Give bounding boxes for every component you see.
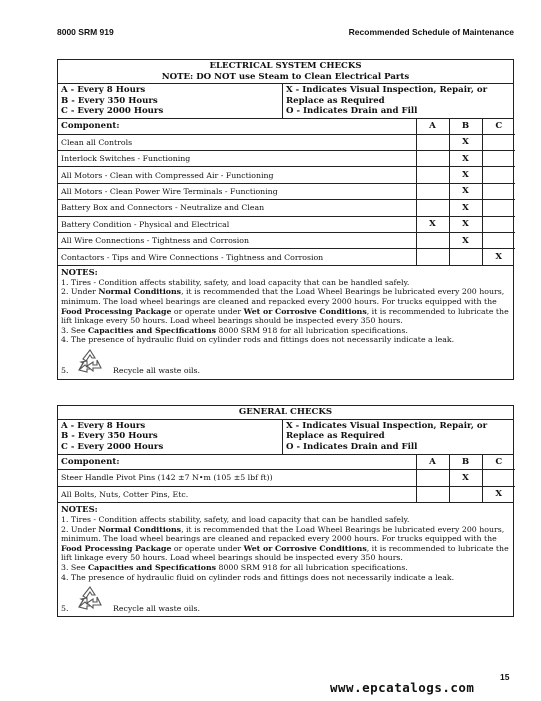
interval-b-cell: X bbox=[449, 167, 482, 183]
table-header-row bbox=[58, 455, 515, 470]
interval-b-cell bbox=[449, 486, 482, 502]
legend-a: A - Every 8 Hours bbox=[61, 85, 146, 95]
general-checks-section bbox=[57, 405, 514, 617]
page-number: 15 bbox=[500, 672, 510, 682]
interval-a-cell bbox=[416, 151, 449, 167]
legend-b: B - Every 350 Hours bbox=[61, 431, 158, 442]
section-title-text: GENERAL CHECKS bbox=[238, 407, 333, 417]
notes-block bbox=[58, 502, 513, 616]
interval-a-cell bbox=[416, 134, 449, 150]
note-5 bbox=[61, 346, 510, 376]
table-row bbox=[58, 183, 515, 199]
interval-c-cell bbox=[482, 167, 515, 183]
notes-heading: NOTES: bbox=[61, 267, 98, 278]
page-header bbox=[57, 27, 514, 41]
general-checks-table bbox=[58, 455, 515, 503]
interval-b-cell: X bbox=[449, 134, 482, 150]
interval-a-cell bbox=[416, 167, 449, 183]
table-row bbox=[58, 200, 515, 216]
col-a-header: A bbox=[416, 119, 449, 134]
col-b-header: B bbox=[449, 119, 482, 134]
interval-c-cell bbox=[482, 470, 515, 486]
table-row bbox=[58, 470, 515, 486]
legend-c: C - Every 2000 Hours bbox=[61, 441, 164, 452]
note-5-text: Recycle all waste oils. bbox=[113, 366, 201, 376]
legend-o: O - Indicates Drain and Fill bbox=[286, 441, 418, 452]
interval-c-cell: X bbox=[482, 486, 515, 502]
interval-c-cell: X bbox=[482, 249, 515, 265]
component-cell: All Bolts, Nuts, Cotter Pins, Etc. bbox=[58, 486, 416, 502]
legend-b: B - Every 350 Hours bbox=[61, 95, 158, 106]
component-cell: Battery Condition - Physical and Electrical bbox=[58, 216, 416, 232]
section-note-text: NOTE: DO NOT use Steam to Clean Electrical Parts bbox=[161, 71, 410, 82]
component-cell: Interlock Switches - Functioning bbox=[58, 151, 416, 167]
section-title-text: ELECTRICAL SYSTEM CHECKS bbox=[209, 61, 362, 71]
interval-a-cell bbox=[416, 183, 449, 199]
interval-a-cell bbox=[416, 249, 449, 265]
note-2: 2. Under Normal Conditions, it is recommended that the Load Wheel Bearings be lubricated every 200 hours, minimum. The load wheel bearings are cleaned and repacked every 2000 hours. For trucks equipped with the Food Processing Package or operate under Wet or Corrosive Conditions, it is recommended to lubricate the lift linkage every 50 hours. Load wheel bearings should be inspected every 350 hours. bbox=[61, 524, 509, 563]
component-cell: All Motors - Clean Power Wire Terminals - Functioning bbox=[58, 183, 416, 199]
recycle-icon bbox=[75, 583, 105, 613]
component-cell: Steer Handle Pivot Pins (142 ±7 N•m (105 ±5 lbf ft)) bbox=[58, 470, 416, 486]
note-3: 3. See Capacities and Specifications 8000 SRM 918 for all lubrication specifications. bbox=[61, 562, 408, 572]
interval-b-cell bbox=[449, 249, 482, 265]
note-3: 3. See Capacities and Specifications 8000 SRM 918 for all lubrication specifications. bbox=[61, 325, 408, 335]
component-cell: All Wire Connections - Tightness and Corrosion bbox=[58, 232, 416, 248]
component-cell: Clean all Controls bbox=[58, 134, 416, 150]
electrical-system-checks-section bbox=[57, 59, 514, 380]
table-row bbox=[58, 232, 515, 248]
table-row bbox=[58, 486, 515, 502]
note-2: 2. Under Normal Conditions, it is recommended that the Load Wheel Bearings be lubricated every 200 hours, minimum. The load wheel bearings are cleaned and repacked every 2000 hours. For trucks equipped with the Food Processing Package or operate under Wet or Corrosive Conditions, it is recommended to lubricate the lift linkage every 50 hours. Load wheel bearings should be inspected every 350 hours. bbox=[61, 287, 509, 326]
table-row bbox=[58, 151, 515, 167]
interval-c-cell bbox=[482, 216, 515, 232]
note-1: 1. Tires - Condition affects stability, safety, and load capacity that can be handled safely. bbox=[61, 514, 410, 524]
section-title bbox=[58, 406, 513, 420]
interval-c-cell bbox=[482, 134, 515, 150]
legend-a: A - Every 8 Hours bbox=[61, 420, 146, 431]
component-cell: Contactors - Tips and Wire Connections - Tightness and Corrosion bbox=[58, 249, 416, 265]
interval-c-cell bbox=[482, 151, 515, 167]
table-header-row bbox=[58, 119, 515, 134]
note-5 bbox=[61, 583, 510, 613]
component-header: Component: bbox=[61, 121, 120, 132]
interval-a-cell bbox=[416, 232, 449, 248]
watermark: www.epcatalogs.com bbox=[330, 680, 475, 695]
interval-b-cell: X bbox=[449, 470, 482, 486]
table-row bbox=[58, 216, 515, 232]
interval-legend bbox=[58, 84, 513, 119]
note-5-number: 5. bbox=[61, 603, 69, 613]
col-c-header: C bbox=[482, 119, 515, 134]
notes-block bbox=[58, 265, 513, 379]
interval-b-cell: X bbox=[449, 183, 482, 199]
chapter-title: Recommended Schedule of Maintenance bbox=[348, 27, 514, 37]
table-row bbox=[58, 167, 515, 183]
col-b-header: B bbox=[449, 455, 482, 470]
legend-o: O - Indicates Drain and Fill bbox=[286, 106, 418, 117]
note-5-number: 5. bbox=[61, 366, 69, 376]
recycle-icon bbox=[75, 346, 105, 376]
component-cell: All Motors - Clean with Compressed Air - Functioning bbox=[58, 167, 416, 183]
table-row bbox=[58, 134, 515, 150]
component-cell: Battery Box and Connectors - Neutralize and Clean bbox=[58, 200, 416, 216]
interval-b-cell: X bbox=[449, 151, 482, 167]
interval-legend bbox=[58, 420, 513, 455]
legend-x: X - Indicates Visual Inspection, Repair, or Replace as Required bbox=[286, 85, 488, 106]
legend-x: X - Indicates Visual Inspection, Repair, or Replace as Required bbox=[286, 420, 488, 442]
note-4: 4. The presence of hydraulic fluid on cylinder rods and fittings does not necessarily indicate a leak. bbox=[61, 572, 455, 582]
interval-a-cell bbox=[416, 470, 449, 486]
note-5-text: Recycle all waste oils. bbox=[113, 603, 201, 613]
section-title bbox=[58, 60, 513, 84]
col-a-header: A bbox=[416, 455, 449, 470]
interval-a-cell bbox=[416, 486, 449, 502]
interval-b-cell: X bbox=[449, 216, 482, 232]
manual-number: 8000 SRM 919 bbox=[57, 27, 114, 37]
interval-b-cell: X bbox=[449, 200, 482, 216]
electrical-checks-table bbox=[58, 119, 515, 265]
note-4: 4. The presence of hydraulic fluid on cylinder rods and fittings does not necessarily indicate a leak. bbox=[61, 335, 455, 345]
notes-heading: NOTES: bbox=[61, 504, 98, 515]
interval-c-cell bbox=[482, 183, 515, 199]
component-header: Component: bbox=[61, 456, 120, 467]
interval-c-cell bbox=[482, 232, 515, 248]
legend-c: C - Every 2000 Hours bbox=[61, 106, 164, 117]
interval-a-cell: X bbox=[416, 216, 449, 232]
interval-c-cell bbox=[482, 200, 515, 216]
table-row bbox=[58, 249, 515, 265]
col-c-header: C bbox=[482, 455, 515, 470]
interval-b-cell: X bbox=[449, 232, 482, 248]
note-1: 1. Tires - Condition affects stability, safety, and load capacity that can be handled safely. bbox=[61, 277, 410, 287]
interval-a-cell bbox=[416, 200, 449, 216]
